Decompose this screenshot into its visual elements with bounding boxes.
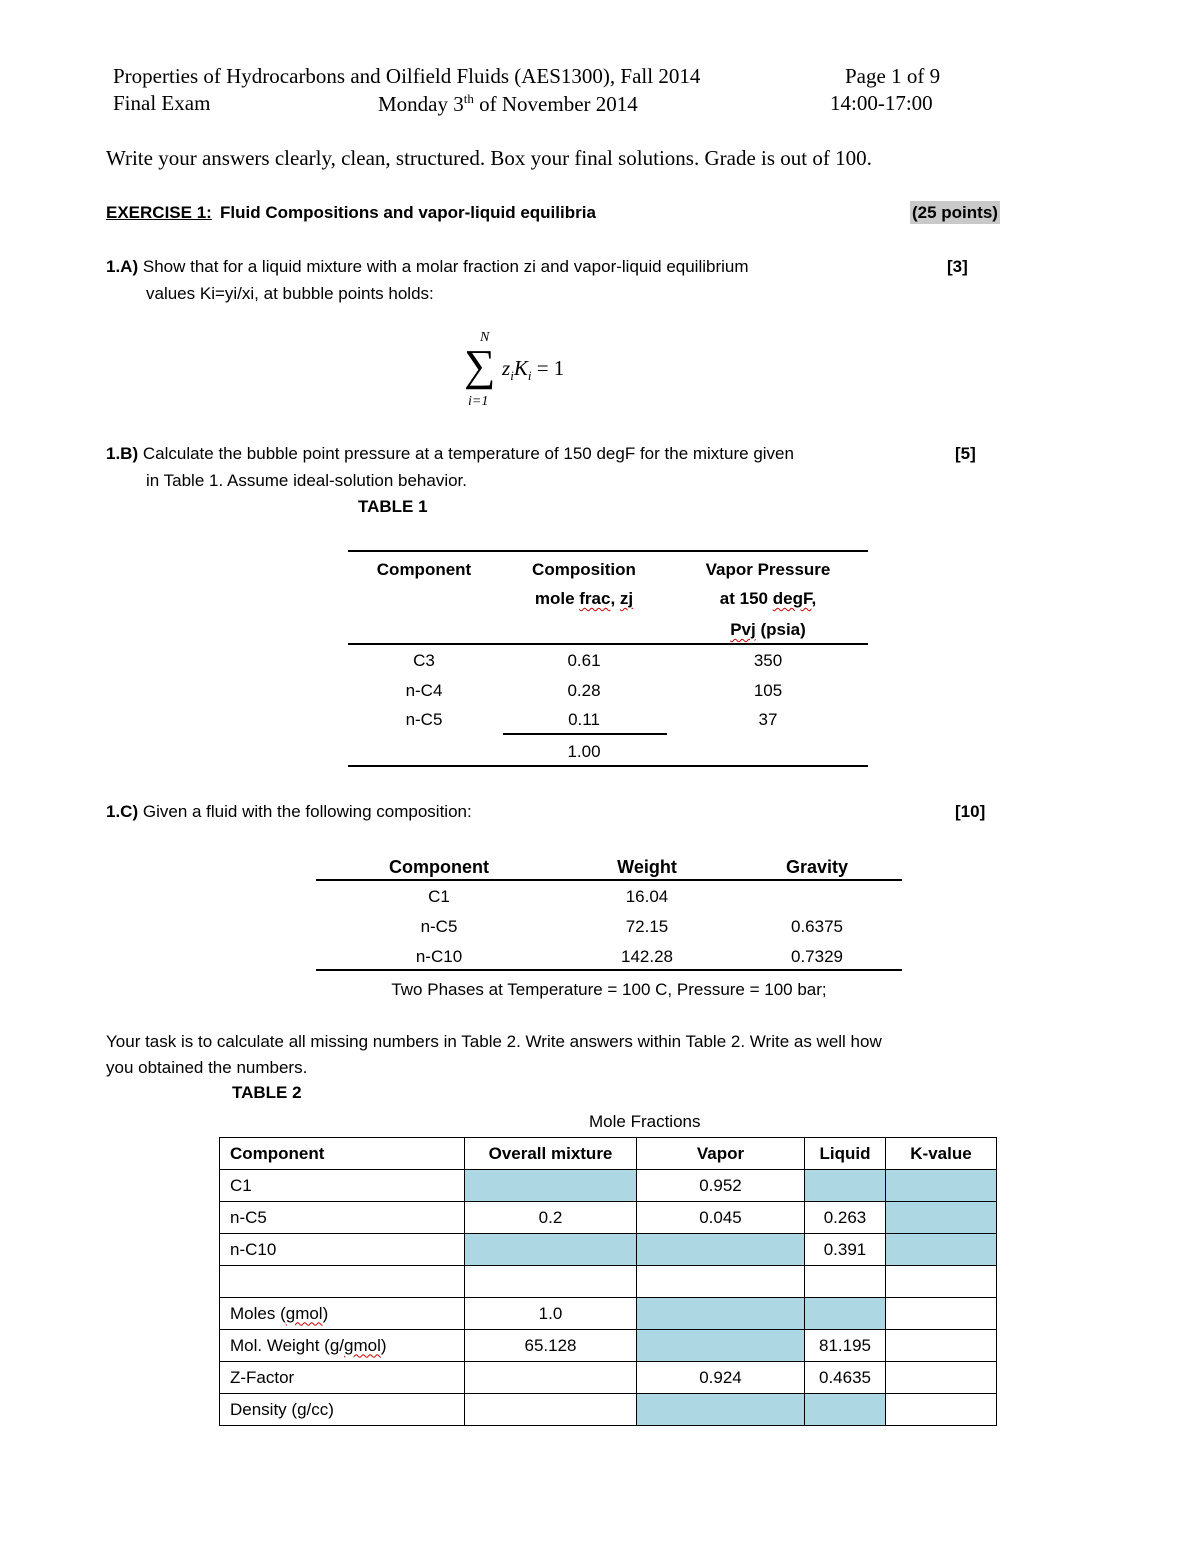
table2-cell [637, 1266, 805, 1298]
q1b-line1: 1.B) Calculate the bubble point pressure at a temperature of 150 degF for the mixture given [106, 444, 794, 463]
comp-header-weight: Weight [617, 857, 677, 877]
page-number: Page 1 of 9 [845, 64, 941, 88]
table2-cell: 81.195 [805, 1330, 886, 1362]
exam-date: Monday 3th of November 2014 [378, 91, 638, 116]
q1b-line2: in Table 1. Assume ideal-solution behavior. [146, 471, 467, 490]
table-row [220, 1266, 997, 1298]
table1-header-rule [348, 643, 868, 645]
table2-header-kvalue: K-value [886, 1138, 997, 1170]
table2-cell [886, 1362, 997, 1394]
q1c-line: 1.C) Given a fluid with the following composition: [106, 802, 472, 821]
sum-upper-limit: N [480, 330, 490, 345]
sum-body: $z_iK_i = 1$ [502, 356, 565, 384]
course-title: Properties of Hydrocarbons and Oilfield Fluids (AES1300), Fall 2014 [113, 64, 701, 88]
table1-cell: n-C5 [405, 710, 443, 729]
table2-cell: 0.4635 [805, 1362, 886, 1394]
table1-cell: 350 [753, 651, 783, 670]
table1-cell: n-C4 [405, 681, 443, 700]
table2-cell [886, 1330, 997, 1362]
table2-answer-cell[interactable] [637, 1394, 805, 1426]
table1-bottom-rule [348, 765, 868, 767]
table2-answer-cell[interactable] [805, 1298, 886, 1330]
table1-header-vapor: Vapor Pressure [705, 560, 831, 579]
exercise-title: Fluid Compositions and vapor-liquid equilibria [220, 203, 596, 222]
comp-cell: n-C10 [415, 947, 463, 966]
table2-answer-cell[interactable] [465, 1234, 637, 1266]
table2-cell: n-C5 [220, 1202, 465, 1234]
table2-cell: 0.045 [637, 1202, 805, 1234]
q1a-line1: 1.A) Show that for a liquid mixture with a molar fraction zi and vapor-liquid equilibrium [106, 257, 749, 276]
table2-answer-cell[interactable] [886, 1170, 997, 1202]
table-row [220, 1170, 997, 1202]
table1-cell: 0.11 [568, 710, 600, 729]
table2-header-vapor: Vapor [637, 1138, 805, 1170]
table1-title: TABLE 1 [358, 497, 428, 516]
table-row [220, 1298, 997, 1330]
instructions: Write your answers clearly, clean, structured. Box your final solutions. Grade is out of 100. [106, 146, 872, 170]
comp-cell: C1 [428, 887, 450, 906]
exercise-label: EXERCISE 1: [106, 203, 212, 222]
table2-answer-cell[interactable] [465, 1170, 637, 1202]
table2-header-liquid: Liquid [805, 1138, 886, 1170]
table2-cell [465, 1394, 637, 1426]
table2-answer-cell[interactable] [886, 1202, 997, 1234]
task-line1: Your task is to calculate all missing numbers in Table 2. Write answers within Table 2. Write as well how [106, 1032, 882, 1051]
conditions-note: Two Phases at Temperature = 100 C, Pressure = 100 bar; [391, 980, 827, 999]
comp-header-rule [316, 879, 902, 881]
exam-time: 14:00-17:00 [830, 91, 933, 115]
table2-answer-cell[interactable] [637, 1330, 805, 1362]
table1-top-rule [348, 550, 868, 552]
table2-cell: Density (g/cc) [220, 1394, 465, 1426]
q1a-mark: [3] [947, 257, 968, 276]
sigma-symbol: ∑ [464, 341, 496, 390]
table2-header-overall: Overall mixture [465, 1138, 637, 1170]
table1-header-temp: at 150 degF, [719, 589, 817, 608]
table2-cell: 65.128 [465, 1330, 637, 1362]
table-row [220, 1330, 997, 1362]
table1-sum-rule [503, 733, 667, 735]
table2 [219, 1137, 997, 1426]
table2-cell [886, 1266, 997, 1298]
table2-answer-cell[interactable] [805, 1170, 886, 1202]
table2-cell: n-C10 [220, 1234, 465, 1266]
table2-cell: Moles (gmol) [220, 1298, 465, 1330]
comp-cell: 72.15 [625, 917, 669, 936]
table2-cell: C1 [220, 1170, 465, 1202]
table-row [220, 1362, 997, 1394]
table2-answer-cell[interactable] [886, 1234, 997, 1266]
table-row [220, 1394, 997, 1426]
table1-header-component: Component [376, 560, 472, 579]
table2-caption: Mole Fractions [589, 1112, 701, 1131]
table1-cell: 105 [753, 681, 783, 700]
sum-lower-limit: i=1 [468, 394, 489, 409]
table2-cell: 0.2 [465, 1202, 637, 1234]
table2-answer-cell[interactable] [637, 1234, 805, 1266]
comp-cell: 16.04 [625, 887, 669, 906]
comp-cell: 0.7329 [791, 947, 843, 966]
table1-cell: 0.61 [567, 651, 601, 670]
table1-cell: C3 [413, 651, 435, 670]
table1-header-pvj: Pvj (psia) [730, 620, 806, 639]
table-row [220, 1234, 997, 1266]
table2-cell [886, 1298, 997, 1330]
comp-cell: 142.28 [621, 947, 673, 966]
task-line2: you obtained the numbers. [106, 1058, 308, 1077]
table2-answer-cell[interactable] [637, 1298, 805, 1330]
table2-cell [805, 1266, 886, 1298]
table2-cell: 1.0 [465, 1298, 637, 1330]
table-row [220, 1202, 997, 1234]
table2-cell: 0.391 [805, 1234, 886, 1266]
table2-cell: 0.263 [805, 1202, 886, 1234]
comp-header-component: Component [389, 857, 489, 877]
table2-cell [465, 1362, 637, 1394]
exercise-points: (25 points) [912, 203, 998, 222]
table1-header-composition: Composition [532, 560, 636, 579]
table2-cell [465, 1266, 637, 1298]
comp-bottom-rule [316, 969, 902, 971]
table2-answer-cell[interactable] [805, 1394, 886, 1426]
q1c-mark: [10] [955, 802, 986, 821]
table2-cell: 0.924 [637, 1362, 805, 1394]
exam-name: Final Exam [113, 91, 211, 115]
comp-cell: n-C5 [420, 917, 458, 936]
table1-total: 1.00 [567, 742, 601, 761]
table1-cell: 37 [758, 710, 778, 729]
table1-header-molefrac: mole frac, zj [534, 589, 634, 608]
table2-header-component: Component [220, 1138, 465, 1170]
table2-cell: Z-Factor [220, 1362, 465, 1394]
table2-cell: Mol. Weight (g/gmol) [220, 1330, 465, 1362]
table1-cell: 0.28 [567, 681, 601, 700]
comp-cell: 0.6375 [791, 917, 843, 936]
table2-cell: 0.952 [637, 1170, 805, 1202]
table2-title: TABLE 2 [232, 1083, 302, 1102]
table2-cell [886, 1394, 997, 1426]
comp-header-gravity: Gravity [785, 857, 849, 877]
table2-cell [220, 1266, 465, 1298]
q1b-mark: [5] [955, 444, 976, 463]
q1a-line2: values Ki=yi/xi, at bubble points holds: [146, 284, 434, 303]
